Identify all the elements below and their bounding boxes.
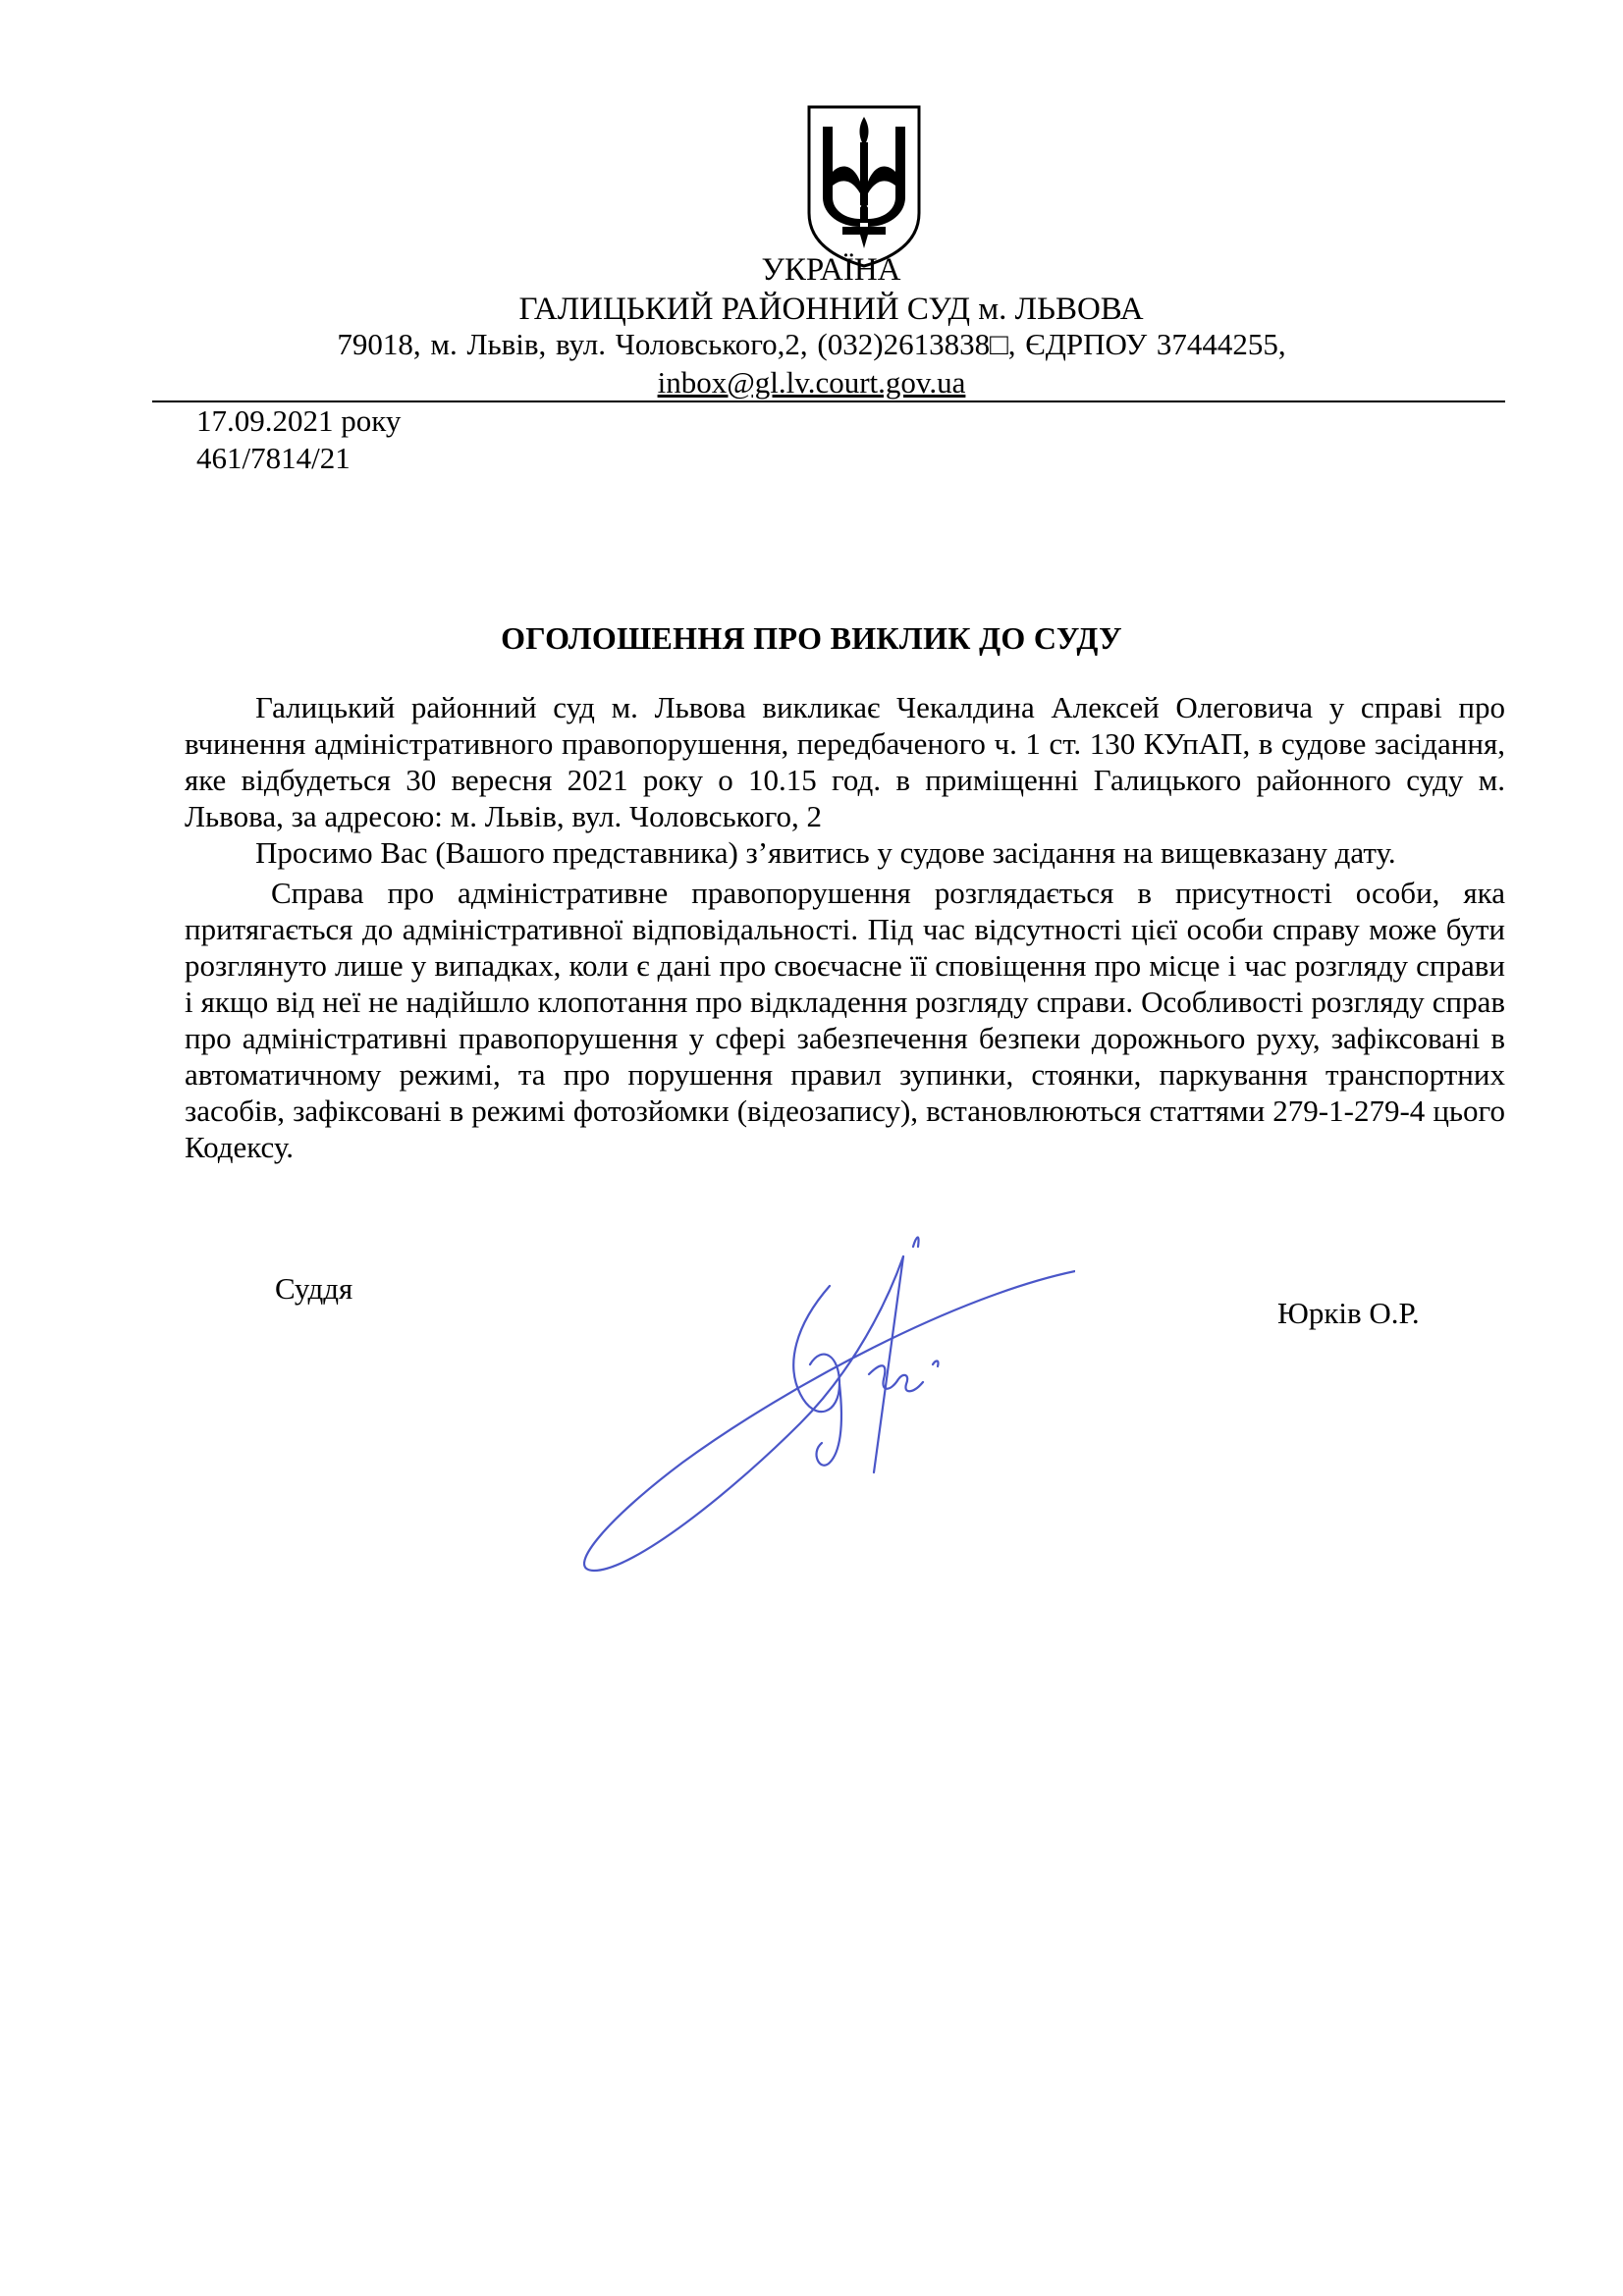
case-number: 461/7814/21 bbox=[196, 441, 351, 475]
judge-name: Юрків О.Р. bbox=[1277, 1296, 1420, 1330]
body-paragraph-summons: Галицький районний суд м. Львова викликає Чекалдина Алексей Олеговича у справі про вчинення адміністративного правопорушення, передбаченого ч. 1 ст. 130 КУпАП, в судове засідання, яке відбудеться 30 вересня 2021 року о 10.15 год. в приміщенні Галицького районного суду м. Львова, за адресою: м. Львів, вул. Чоловського, 2 bbox=[185, 690, 1505, 833]
court-name: ГАЛИЦЬКИЙ РАЙОННИЙ СУД м. ЛЬВОВА bbox=[518, 292, 1144, 327]
body-paragraph-legal-notice: Справа про адміністративне правопорушення розглядається в присутності особи, яка притягається до адміністративної відповідальності. Під час відсутності цієї особи справу може бути розглянуто лише у випадках, коли є дані про своєчасне її сповіщення про місце і час розгляду справи і якщо від неї не надійшло клопотання про відкладення розгляду справи. Особливості розгляду справ про адміністративні правопорушення у сфері забезпечення безпеки дорожнього руху, зафіксовані в автоматичному режимі, та про порушення правил зупинки, стоянки, паркування транспортних засобів, зафіксовані в режимі фотозйомки (відеозапису), встановлюються статтями 279-1-279-4 цього Кодексу. bbox=[185, 876, 1505, 1164]
handwritten-signature bbox=[545, 1217, 1075, 1580]
judge-role-label: Суддя bbox=[275, 1271, 353, 1306]
document-date: 17.09.2021 року bbox=[196, 403, 402, 438]
court-email-link[interactable]: inbox@gl.lv.court.gov.ua bbox=[657, 365, 966, 400]
announcement-body bbox=[185, 689, 1505, 1165]
body-paragraph-request: Просимо Вас (Вашого представника) з’явитись у судове засідання на вищевказану дату. bbox=[255, 835, 1396, 870]
court-address: 79018, м. Львів, вул. Чоловського,2, (032)2613838□, ЄДРПОУ 37444255, bbox=[337, 327, 1286, 361]
page-title: ОГОЛОШЕННЯ ПРО ВИКЛИК ДО СУДУ bbox=[501, 620, 1122, 656]
trident-coat-of-arms-icon bbox=[803, 103, 925, 270]
country-name: УКРАЇНА bbox=[761, 252, 901, 288]
